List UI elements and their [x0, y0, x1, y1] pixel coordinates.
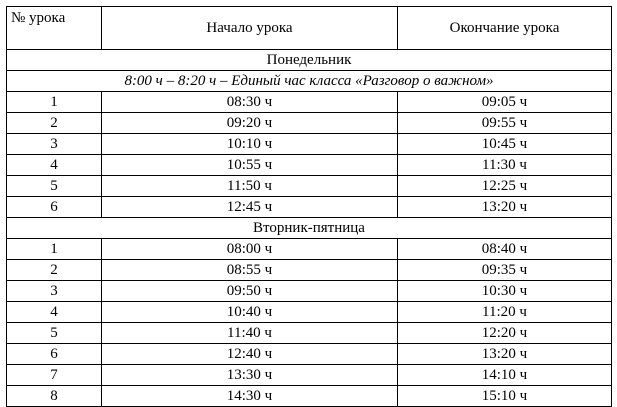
lesson-start: 12:40 ч [102, 344, 398, 365]
table-row [7, 92, 612, 113]
lesson-start: 08:00 ч [102, 239, 398, 260]
lesson-end: 15:10 ч [398, 386, 612, 407]
lesson-end: 13:20 ч [398, 197, 612, 218]
lesson-end: 09:55 ч [398, 113, 612, 134]
section-row-monday [7, 50, 612, 71]
table-row [7, 134, 612, 155]
lesson-start: 13:30 ч [102, 365, 398, 386]
monday-class-hour-note: 8:00 ч – 8:20 ч – Единый час класса «Разговор о важном» [7, 71, 612, 92]
lesson-number: 8 [7, 386, 102, 407]
lesson-end: 12:20 ч [398, 323, 612, 344]
lesson-start: 10:40 ч [102, 302, 398, 323]
lesson-number: 4 [7, 302, 102, 323]
lesson-start: 14:30 ч [102, 386, 398, 407]
note-row-monday [7, 71, 612, 92]
lesson-end: 14:10 ч [398, 365, 612, 386]
lesson-end: 13:20 ч [398, 344, 612, 365]
table-row [7, 365, 612, 386]
lesson-end: 10:30 ч [398, 281, 612, 302]
header-start-time: Начало урока [102, 7, 398, 50]
lesson-number: 4 [7, 155, 102, 176]
header-lesson-number: № урока [7, 7, 102, 50]
table-row [7, 239, 612, 260]
lesson-start: 08:30 ч [102, 92, 398, 113]
lesson-number: 7 [7, 365, 102, 386]
header-row [7, 7, 612, 50]
section-row-tue-fri [7, 218, 612, 239]
lesson-end: 11:30 ч [398, 155, 612, 176]
lesson-end: 09:35 ч [398, 260, 612, 281]
lesson-start: 12:45 ч [102, 197, 398, 218]
table-row [7, 302, 612, 323]
lesson-number: 2 [7, 260, 102, 281]
lesson-number: 3 [7, 134, 102, 155]
lesson-start: 11:40 ч [102, 323, 398, 344]
lesson-schedule-table [6, 6, 612, 407]
lesson-start: 08:55 ч [102, 260, 398, 281]
table-row [7, 197, 612, 218]
section-title-tue-fri: Вторник-пятница [7, 218, 612, 239]
lesson-end: 10:45 ч [398, 134, 612, 155]
table-row [7, 386, 612, 407]
table-row [7, 113, 612, 134]
table-row [7, 260, 612, 281]
header-end-time: Окончание урока [398, 7, 612, 50]
section-title-monday: Понедельник [7, 50, 612, 71]
lesson-number: 1 [7, 239, 102, 260]
table-row [7, 176, 612, 197]
lesson-number: 6 [7, 197, 102, 218]
lesson-end: 09:05 ч [398, 92, 612, 113]
lesson-number: 6 [7, 344, 102, 365]
lesson-number: 1 [7, 92, 102, 113]
lesson-end: 11:20 ч [398, 302, 612, 323]
table-row [7, 323, 612, 344]
lesson-end: 12:25 ч [398, 176, 612, 197]
lesson-number: 2 [7, 113, 102, 134]
lesson-start: 11:50 ч [102, 176, 398, 197]
lesson-start: 10:10 ч [102, 134, 398, 155]
lesson-start: 09:20 ч [102, 113, 398, 134]
lesson-end: 08:40 ч [398, 239, 612, 260]
lesson-start: 09:50 ч [102, 281, 398, 302]
table-row [7, 281, 612, 302]
lesson-number: 5 [7, 176, 102, 197]
table-row [7, 155, 612, 176]
table-row [7, 344, 612, 365]
lesson-number: 3 [7, 281, 102, 302]
lesson-start: 10:55 ч [102, 155, 398, 176]
lesson-number: 5 [7, 323, 102, 344]
